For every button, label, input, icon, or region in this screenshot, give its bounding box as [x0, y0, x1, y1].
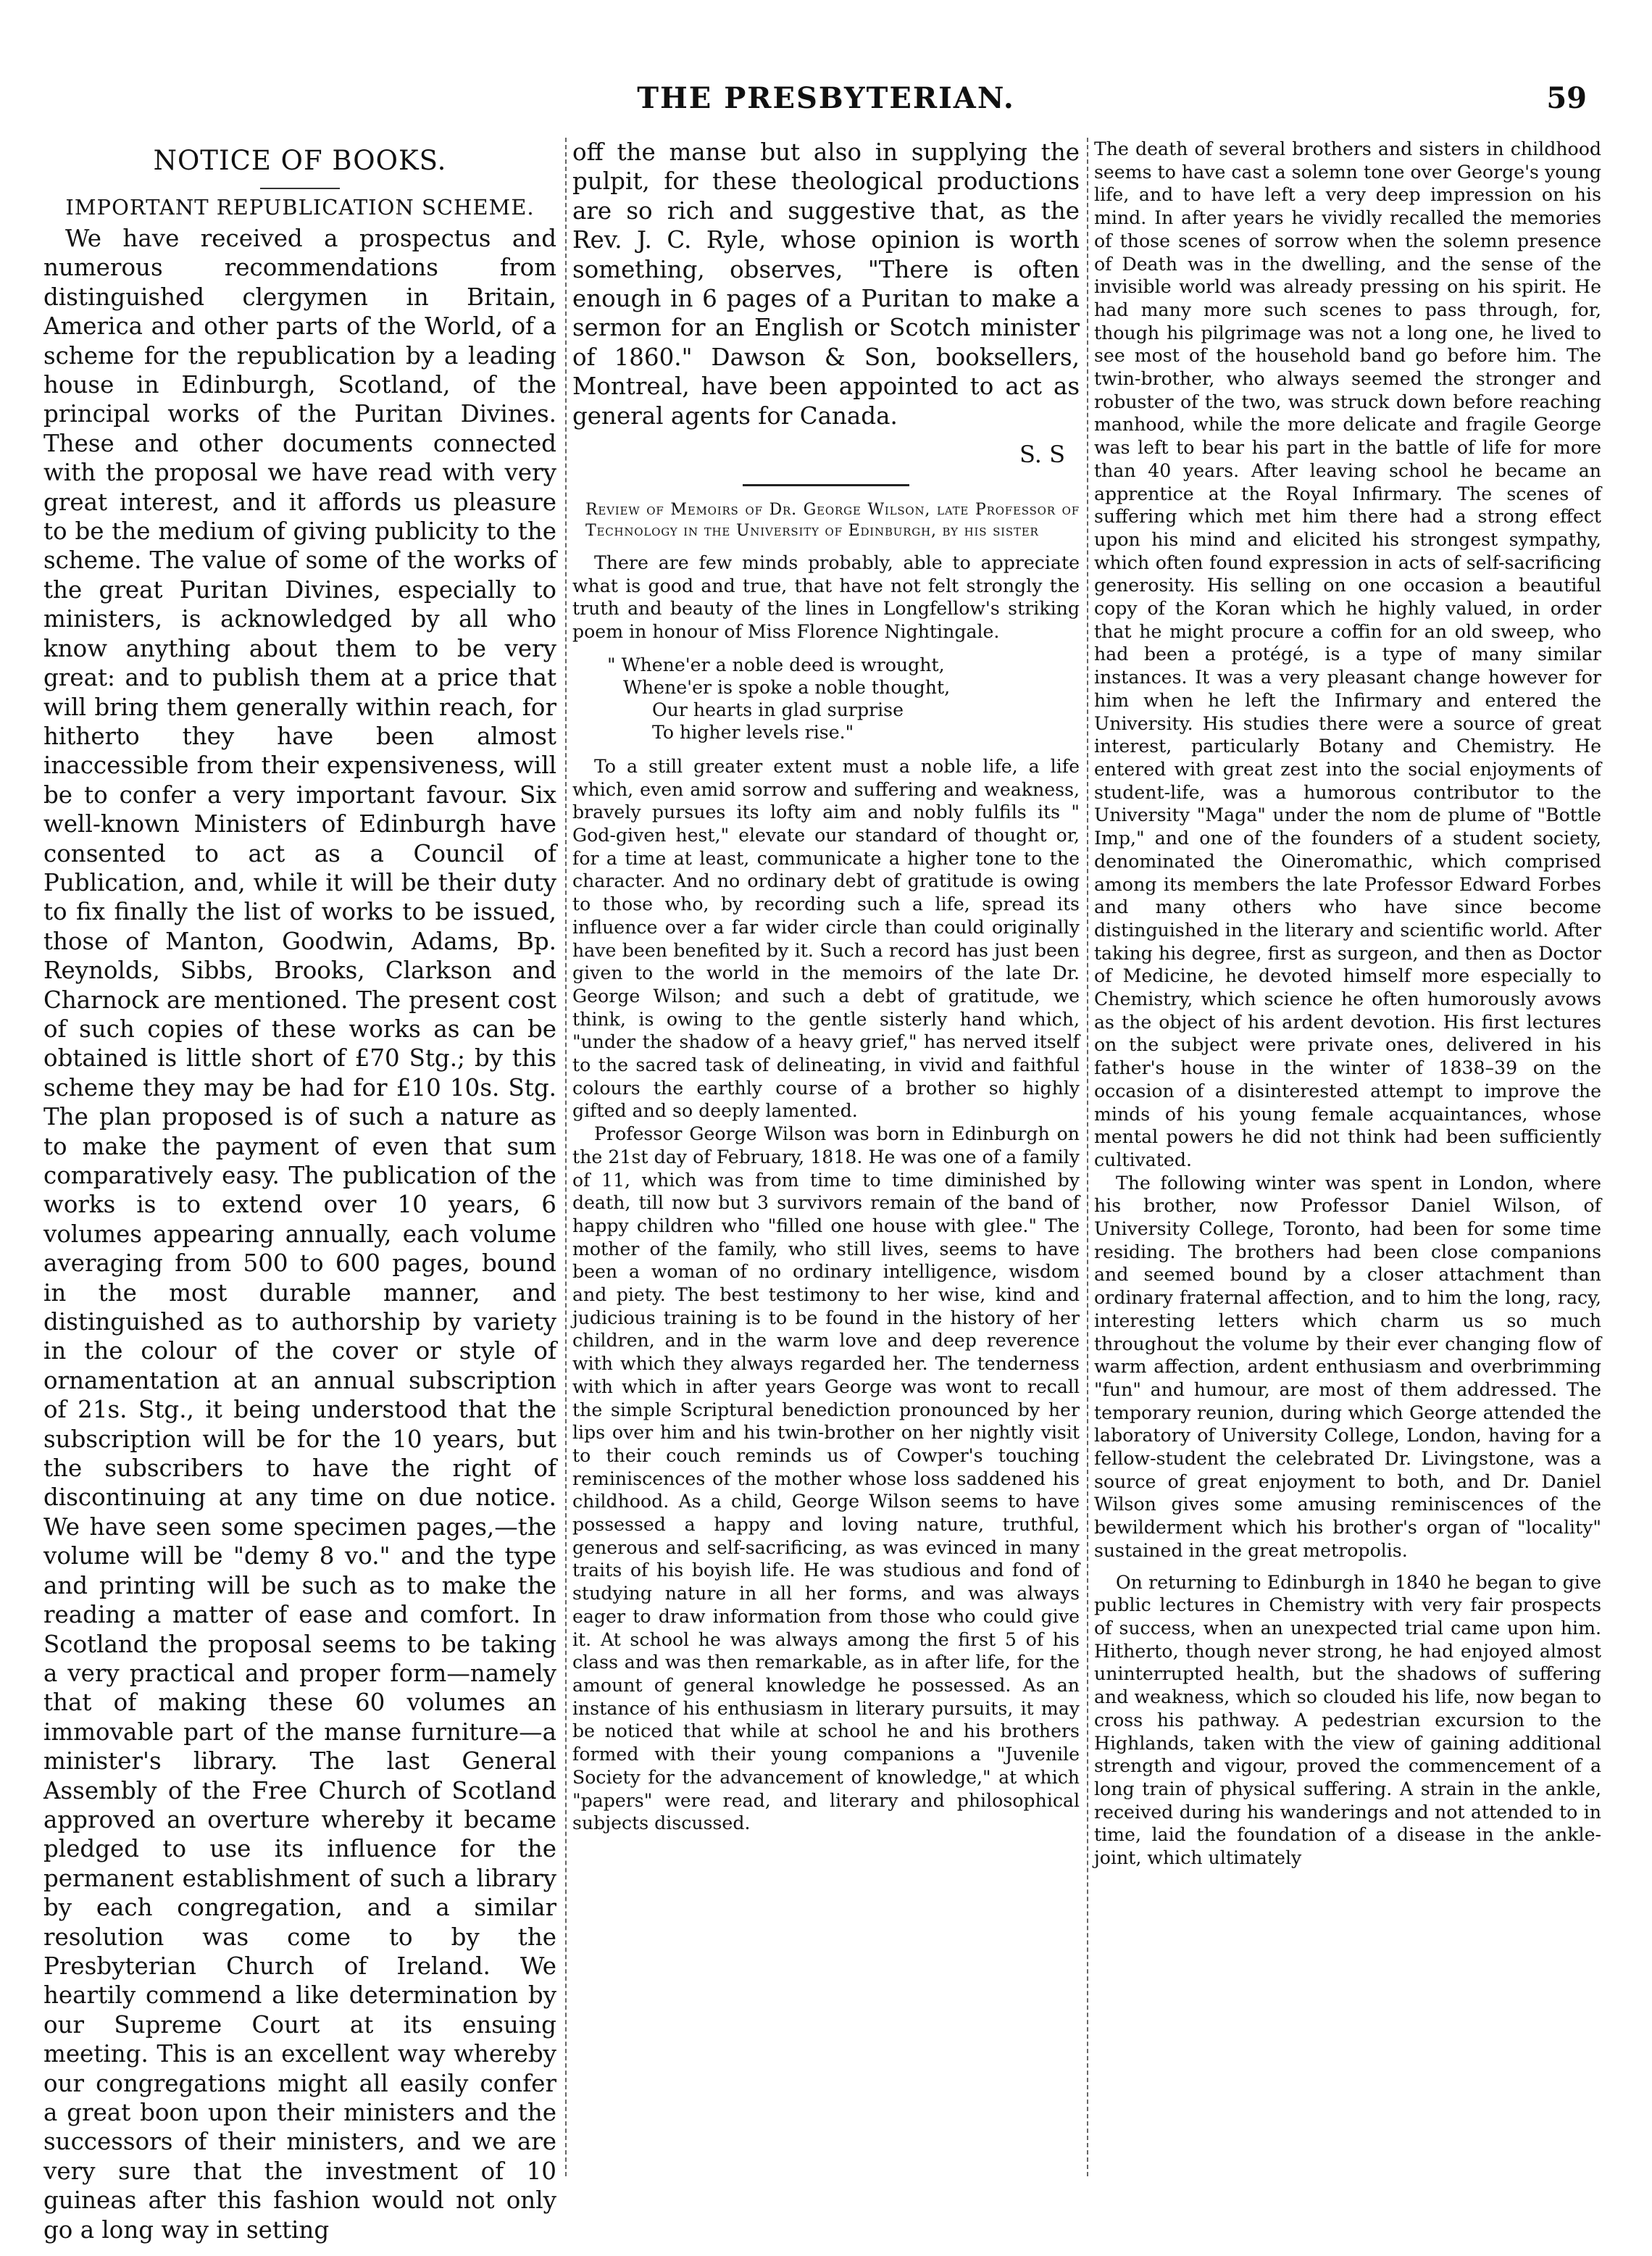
- review-paragraph: On returning to Edinburgh in 1840 he began to give public lectures in Chemistry with very fair prospects of success, when an unexpected trial came upon him. Hitherto, though never strong, he had enjoyed almost uninterrupted health, but the shadows of suffering and weakness, which so clouded his life, now began to cross his pathway. A pedestrian excursion to the Highlands, taken with the view of gaining additional strength and vigour, proved the commencement of a long train of physical suffering. A strain in the ankle, received during his wanderings and not attended to in time, laid the foundation of a disease in the ankle-joint, which ultimately: [1094, 1571, 1601, 1869]
- poem-line: " Whene'er a noble deed is wrought,: [607, 654, 945, 675]
- review-heading: Review of Memoirs of Dr. George Wilson, late Professor of Technology in the University of Edinburgh, by his sister: [585, 501, 1080, 541]
- poem-quote: [572, 654, 1080, 744]
- review-paragraph: The death of several brothers and sisters in childhood seems to have cast a solemn tone over George's young life, and to have left a very deep impression on his mind. In after years he vividly recalled the memories of those scenes of sorrow when the solemn presence of Death was in the dwelling, and the sense of the invisible world was already pressing on his spirit. He had many more such scenes to pass through, for, though his pilgrimage was not a long one, he lived to see most of the household band go before him. The twin-brother, who always seemed the stronger and robuster of the two, was struck down before reaching manhood, while the more delicate and fragile George was left to bear his part in the battle of life for more than 40 years. After leaving school he became an apprentice at the Royal Infirmary. The scenes of suffering which met him there had a strong effect upon his mind and elicited his strongest sympathy, which often found expression in acts of self-sacrificing generosity. His selling on one occasion a beautiful copy of the Koran which he highly valued, in order that he might procure a coffin for an old sweep, who had been a protégé, is a type of many similar instances. It was a very pleasant change however for him when he left the Infirmary and entered the University. His studies there were a source of great interest, particularly Botany and Chemistry. He entered with great zest into the social enjoyments of student-life, was a humorous contributor to the University "Maga" under the nom de plume of "Bottle Imp," and one of the founders of a student society, denominated the Oineromathic, which comprised among its members the late Professor Edward Forbes and many others who have since become distinguished in the literary and scientific world. After taking his degree, first as surgeon, and then as Doctor of Medicine, he devoted himself more especially to Chemistry, which science he often humorously avows as the object of his ardent devotion. His first lectures on the subject were private ones, delivered in his father's house in the winter of 1838–39 on the occasion of a disinterested attempt to improve the minds of his young female acquaintances, whose mental powers he did not think had been sufficiently cultivated.: [1094, 138, 1601, 1170]
- page-number: 59: [1546, 81, 1587, 115]
- review-paragraph: The following winter was spent in London, where his brother, now Professor Daniel Wilson, of University College, Toronto, had been for some time residing. The brothers had been close companions and seemed bound by a closer attachment than ordinary fraternal affection, and to him the long, racy, interesting letters which charm us so much throughout the volume by their ever changing flow of warm affection, ardent enthusiasm and overbrimming "fun" and humour, are most of them addressed. The temporary reunion, during which George attended the laboratory of University College, London, having for a fellow-student the celebrated Dr. Livingstone, was a source of great enjoyment to both, and Dr. Daniel Wilson gives some amusing reminiscences of the bewilderment which his brother's organ of "locality" sustained in the great metropolis.: [1094, 1172, 1601, 1561]
- running-title: THE PRESBYTERIAN.: [637, 81, 1015, 115]
- review-intro: There are few minds probably, able to appreciate what is good and true, that have not felt strongly the truth and beauty of the lines in Longfellow's striking poem in honour of Miss Florence Nightingale.: [572, 552, 1080, 643]
- column-1: [43, 138, 556, 2244]
- column-2: [572, 138, 1080, 2184]
- notice-paragraph-continued: off the manse but also in supplying the pulpit, for these theological productions are so rich and suggestive that, as the Rev. J. C. Ryle, whose opinion is worth something, observes, "There is often enough in 6 pages of a Puritan to make a sermon for an English or Scotch minister of 1860." Dawson & Son, booksellers, Montreal, have been appointed to act as general agents for Canada.: [572, 138, 1080, 430]
- column-divider: [565, 138, 567, 2176]
- poem-line: Whene'er is spoke a noble thought,: [623, 676, 951, 698]
- title-rule: [260, 188, 340, 189]
- review-paragraph: Professor George Wilson was born in Edinburgh on the 21st day of February, 1818. He was one of a family of 11, which was from time to time diminished by death, till now but 3 survivors remain of the band of happy children who "filled one house with glee." The mother of the family, who still lives, seems to have been a woman of no ordinary intelligence, wisdom and piety. The best testimony to her wise, kind and judicious training is to be found in the history of her children, and in the warm love and deep reverence with which they always regarded her. The tenderness with which in after years George was wont to recall the simple Scriptural benediction pronounced by her lips over him and his twin-brother on her nightly visit to their couch reminds us of Cowper's touching reminiscences of the mother whose loss saddened his childhood. As a child, George Wilson seems to have possessed a happy and loving nature, truthful, generous and self-sacrificing, as was evinced in many traits of his boyish life. He was studious and fond of studying nature in all her forms, and was always eager to draw information from those who could give it. At school he was always among the first 5 of his class and was then remarkable, as in after life, for the amount of general knowledge he possessed. As an instance of his enthusiasm in literary pursuits, it may be noticed that while at school he and his brothers formed with their young companions a "Juvenile Society for the advancement of knowledge," at which "papers" were read, and literary and philosophical subjects discussed.: [572, 1123, 1080, 1834]
- article-subheading: IMPORTANT REPUBLICATION SCHEME.: [65, 195, 535, 220]
- column-3: [1094, 138, 1601, 2184]
- poem-line: Our hearts in glad surprise: [652, 699, 904, 720]
- page-header: [0, 81, 1652, 125]
- poem-line: To higher levels rise.": [652, 721, 854, 743]
- column-divider: [1087, 138, 1088, 2176]
- review-paragraph: To a still greater extent must a noble life, a life which, even amid sorrow and suffering and weakness, bravely pursues its lofty aim and nobly fulfils its " God-given hest," elevate our standard of thought or, for a time at least, communicate a higher tone to the character. And no ordinary debt of gratitude is owing to those who, by recording such a life, spread its influence over a far wider circle than could originally have been benefited by it. Such a record has just been given to the world in the memoirs of the late Dr. George Wilson; and such a debt of gratitude, we think, is owing to the gentle sisterly hand which, "under the shadow of a heavy grief," has nerved itself to the sacred task of delineating, in vivid and faithful colours the earthly course of a brother so highly gifted and so deeply lamented.: [572, 755, 1080, 1122]
- article-separator: [743, 484, 909, 486]
- author-signature: S. S: [1019, 441, 1065, 469]
- notice-paragraph: We have received a prospectus and numerous recommendations from distinguished clergymen in Britain, America and other parts of the World, of a scheme for the republication by a leading house in Edinburgh, Scotland, of the principal works of the Puritan Divines. These and other documents connected with the proposal we have read with very great interest, and it affords us pleasure to be the medium of giving publicity to the scheme. The value of some of the works of the great Puritan Divines, especially to ministers, is acknowledged by all who know anything about them to be very great: and to publish them at a price that will bring them generally within reach, for hitherto they have been almost inaccessible from their expensiveness, will be to confer a very important favour. Six well-known Ministers of Edinburgh have consented to act as a Council of Publication, and, while it will be their duty to fix finally the list of works to be issued, those of Manton, Goodwin, Adams, Bp. Reynolds, Sibbs, Brooks, Clarkson and Charnock are mentioned. The present cost of such copies of these works as can be obtained is little short of £70 Stg.; by this scheme they may be had for £10 10s. Stg. The plan proposed is of such a nature as to make the payment of even that sum comparatively easy. The publication of the works is to extend over 10 years, 6 volumes appearing annually, each volume averaging from 500 to 600 pages, bound in the most durable manner, and distinguished as to authorship by variety in the colour of the cover or style of ornamentation at an annual subscription of 21s. Stg., it being understood that the subscription will be for the 10 years, but the subscribers to have the right of discontinuing at any time on due notice. We have seen some specimen pages,—the volume will be "demy 8 vo." and the type and printing will be such as to make the reading a matter of ease and comfort. In Scotland the proposal seems to be taking a very practical and proper form—namely that of making these 60 volumes an immovable part of the manse furniture—a minister's library. The last General Assembly of the Free Church of Scotland approved an overture whereby it became pledged to use its influence for the permanent establishment of such a library by each congregation, and a similar resolution was come to by the Presbyterian Church of Ireland. We heartily commend a like determination by our Supreme Court at its ensuing meeting. This is an excellent way whereby our congregations might all easily confer a great boon upon their ministers and the successors of their ministers, and we are very sure that the investment of 10 guineas after this fashion would not only go a long way in setting: [43, 225, 556, 2244]
- section-title: NOTICE OF BOOKS.: [153, 145, 447, 176]
